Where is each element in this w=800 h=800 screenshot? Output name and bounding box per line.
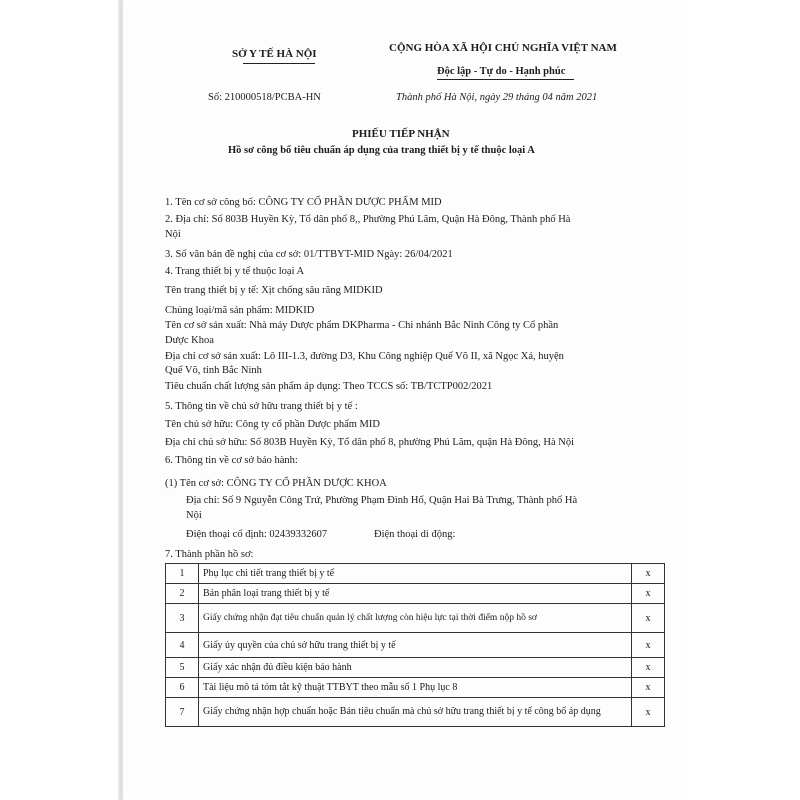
body-line: (1) Tên cơ sở: CÔNG TY CỔ PHẦN DƯỢC KHOA [165,478,387,489]
motto: Độc lập - Tự do - Hạnh phúc [437,66,566,77]
body-line: Điện thoại cố định: 02439332607 [186,529,328,540]
body-line: Điện thoại di động: [374,529,456,540]
body-line: Tên trang thiết bị y tế: Xịt chống sâu răng MIDKID [165,285,383,296]
row-document: Giấy chứng nhận hợp chuẩn hoặc Bản tiêu chuẩn mà chủ sở hữu trang thiết bị y tế công bố áp dụng [199,698,632,727]
row-document: Bản phân loại trang thiết bị y tế [199,584,632,604]
table-row [166,584,665,604]
body-line: Nội [186,510,202,521]
body-line: 1. Tên cơ sở công bố: CÔNG TY CỔ PHẦN DƯỢC PHẨM MID [165,197,442,208]
body-line: Quế Võ, tỉnh Bắc Ninh [165,365,262,376]
table-row [166,658,665,678]
row-mark: x [632,658,665,678]
documents-table [165,563,665,727]
body-line: Địa chỉ chủ sở hữu: Số 803B Huyền Kỳ, Tổ dân phố 8, phường Phú Lãm, quận Hà Đông, Hà Nội [165,437,575,448]
dept-underline [243,63,315,64]
row-number: 2 [166,584,199,604]
row-mark: x [632,604,665,633]
body-line: Dược Khoa [165,335,214,346]
row-document: Tài liệu mô tả tóm tắt kỹ thuật TTBYT theo mẫu số 1 Phụ lục 8 [199,678,632,698]
table-row [166,678,665,698]
table-row [166,633,665,658]
form-subtitle: Hồ sơ công bố tiêu chuẩn áp dụng của trang thiết bị y tế thuộc loại A [228,145,535,156]
row-document: Giấy ủy quyền của chủ sở hữu trang thiết bị y tế [199,633,632,658]
body-line: Địa chỉ: Số 9 Nguyễn Công Trứ, Phường Phạm Đình Hổ, Quận Hai Bà Trưng, Thành phố Hà [186,495,578,506]
row-number: 4 [166,633,199,658]
place-date: Thành phố Hà Nội, ngày 29 tháng 04 năm 2021 [396,92,598,103]
body-line: Nội [165,229,181,240]
row-document: Phụ lục chi tiết trang thiết bị y tế [199,564,632,584]
row-mark: x [632,584,665,604]
body-line: 7. Thành phần hồ sơ: [165,549,254,560]
row-number: 6 [166,678,199,698]
body-line: Tên cơ sở sản xuất: Nhà máy Dược phẩm DKPharma - Chi nhánh Bắc Ninh Công ty Cổ phần [165,320,559,331]
body-line: 6. Thông tin về cơ sở bảo hành: [165,455,298,466]
row-document: Giấy chứng nhận đạt tiêu chuẩn quản lý chất lượng còn hiệu lực tại thời điểm nộp hồ sơ [199,604,632,633]
row-number: 7 [166,698,199,727]
body-line: Tên chủ sở hữu: Công ty cổ phần Dược phẩm MID [165,419,380,430]
table-row [166,604,665,633]
body-line: 4. Trang thiết bị y tế thuộc loại A [165,266,305,277]
body-line: 2. Địa chỉ: Số 803B Huyền Kỳ, Tổ dân phố 8,, Phường Phú Lãm, Quận Hà Đông, Thành phố Hà [165,214,571,225]
document-number: Số: 210000518/PCBA-HN [208,92,321,103]
table-row [166,564,665,584]
row-number: 3 [166,604,199,633]
row-number: 5 [166,658,199,678]
form-title: PHIẾU TIẾP NHẬN [352,128,450,140]
row-mark: x [632,698,665,727]
body-line: 3. Số văn bản đề nghị của cơ sở: 01/TTBYT-MID Ngày: 26/04/2021 [165,249,453,260]
row-document: Giấy xác nhận đủ điều kiện bảo hành [199,658,632,678]
row-mark: x [632,678,665,698]
body-line: 5. Thông tin về chủ sở hữu trang thiết bị y tế : [165,401,358,412]
row-mark: x [632,633,665,658]
issuing-department: SỞ Y TẾ HÀ NỘI [232,48,317,60]
motto-underline [437,79,574,80]
row-mark: x [632,564,665,584]
body-line: Địa chỉ cơ sở sản xuất: Lô III-1.3, đường D3, Khu Công nghiệp Quế Võ II, xã Ngọc Xá, huyện [165,351,564,362]
row-number: 1 [166,564,199,584]
body-line: Chủng loại/mã sản phẩm: MIDKID [165,305,315,316]
table-row [166,698,665,727]
body-line: Tiêu chuẩn chất lượng sản phẩm áp dụng: Theo TCCS số: TB/TCTP002/2021 [165,381,493,392]
republic-heading: CỘNG HÒA XÃ HỘI CHỦ NGHĨA VIỆT NAM [389,42,617,54]
